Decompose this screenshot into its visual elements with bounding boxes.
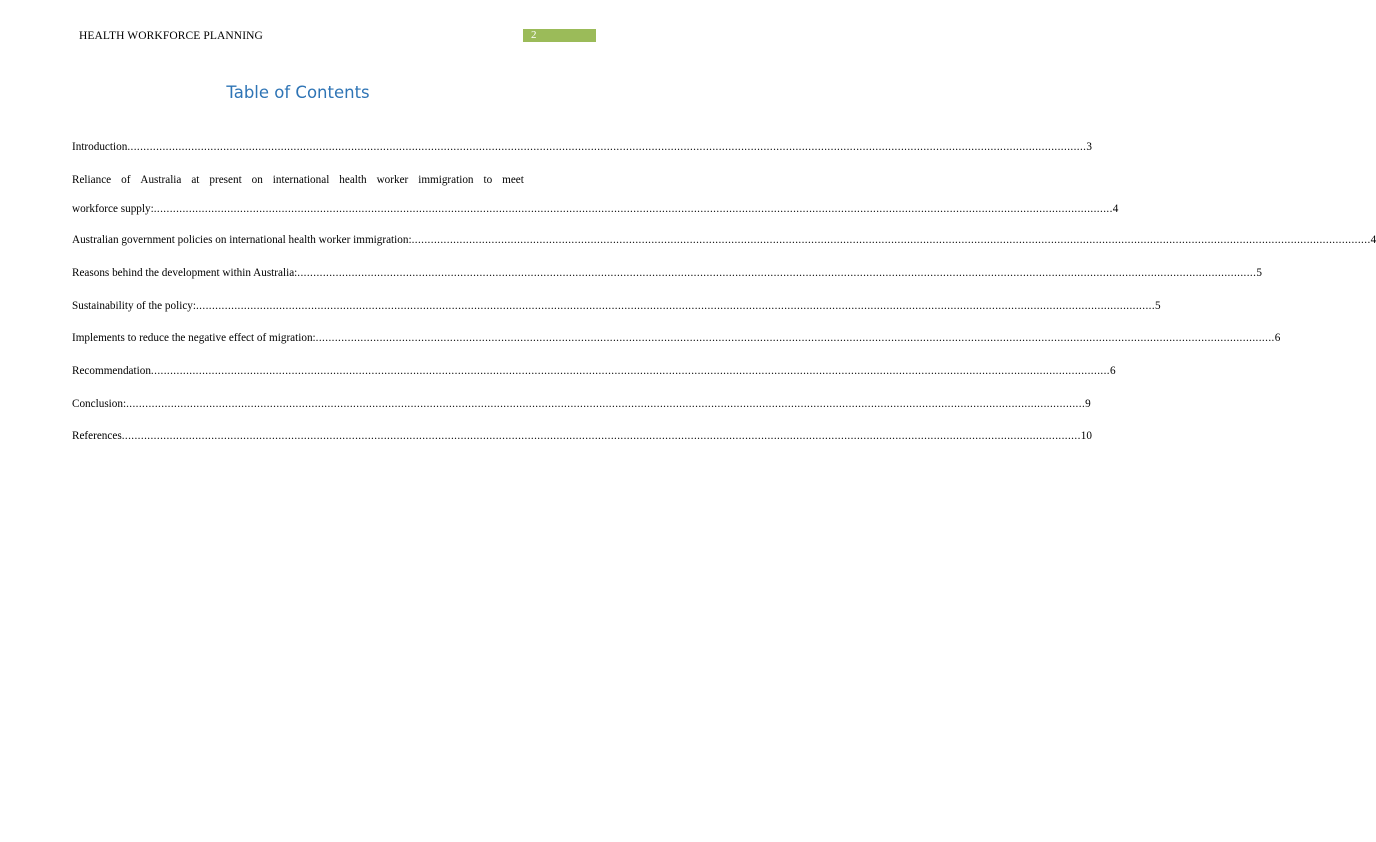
toc-entry-label: Reasons behind the development within Australia: <box>72 267 298 279</box>
page-number-badge: 2 <box>523 29 596 42</box>
toc-entry-word: on <box>251 174 263 186</box>
toc-entry-page: 6 <box>1274 332 1281 344</box>
toc-entry-word: immigration <box>418 174 474 186</box>
toc-entry-word: at <box>191 174 200 186</box>
toc-entry-reasons[interactable] <box>72 266 1262 280</box>
toc-entry-page: 9 <box>1085 398 1091 410</box>
toc-entry-conclusion[interactable] <box>72 397 1091 411</box>
toc-leader-dots: ............................................................................................................................................................................................................................................................................................................ <box>153 203 1113 215</box>
toc-leader-dots: ............................................................................................................................................................................................................................................................................................................ <box>315 332 1275 344</box>
toc-entry-word: international <box>272 174 330 186</box>
toc-leader-dots: ............................................................................................................................................................................................................................................................................................................ <box>411 234 1371 246</box>
toc-entry-word: of <box>121 174 131 186</box>
toc-entry-sustainability[interactable] <box>72 299 1161 313</box>
toc-entry-word: worker <box>376 174 409 186</box>
toc-leader-dots: ............................................................................................................................................................................................................................................................................................................ <box>126 398 1086 410</box>
toc-leader-dots: ............................................................................................................................................................................................................................................................................................................ <box>297 267 1257 279</box>
toc-entry-introduction[interactable] <box>72 140 1092 154</box>
toc-entry-word: to <box>483 174 493 186</box>
toc-entry-label: workforce supply: <box>72 203 154 215</box>
running-header-title: HEALTH WORKFORCE PLANNING <box>79 30 263 42</box>
toc-entry-label: Australian government policies on international health worker immigration: <box>72 234 412 246</box>
toc-entry-recommendation[interactable] <box>72 364 1116 378</box>
toc-entry-word: health <box>339 174 367 186</box>
toc-leader-dots: ............................................................................................................................................................................................................................................................................................................ <box>150 365 1110 377</box>
toc-entry-implements[interactable] <box>72 331 1281 345</box>
toc-entry-word: meet <box>502 174 524 186</box>
toc-entry-page: 3 <box>1086 141 1092 153</box>
toc-entry-label: Sustainability of the policy: <box>72 300 196 312</box>
toc-entry-word: Reliance <box>72 174 112 186</box>
toc-entry-word: Australia <box>140 174 182 186</box>
toc-entry-references[interactable] <box>72 429 1092 443</box>
toc-entry-page: 5 <box>1155 300 1161 312</box>
toc-entry-page: 4 <box>1370 234 1376 246</box>
toc-entry-label: References <box>72 430 122 442</box>
toc-entry-reliance-line1[interactable] <box>72 173 524 187</box>
toc-entry-page: 10 <box>1080 430 1092 442</box>
toc-entry-label: Implements to reduce the negative effect of migration: <box>72 332 316 344</box>
toc-entry-label: Conclusion: <box>72 398 127 410</box>
toc-heading: Table of Contents <box>226 83 370 102</box>
toc-entry-page: 6 <box>1109 365 1116 377</box>
toc-entry-word: present <box>209 174 242 186</box>
toc-entry-label: Recommendation <box>72 365 151 377</box>
toc-leader-dots: ............................................................................................................................................................................................................................................................................................................ <box>121 430 1081 442</box>
toc-entry-government-policies[interactable] <box>72 233 1376 247</box>
toc-leader-dots: ............................................................................................................................................................................................................................................................................................................ <box>195 300 1156 312</box>
toc-leader-dots: ............................................................................................................................................................................................................................................................................................................ <box>127 141 1087 153</box>
toc-entry-reliance[interactable] <box>72 202 1119 216</box>
toc-entry-page: 4 <box>1112 203 1119 215</box>
toc-entry-page: 5 <box>1256 267 1262 279</box>
toc-entry-label: Introduction <box>72 141 128 153</box>
